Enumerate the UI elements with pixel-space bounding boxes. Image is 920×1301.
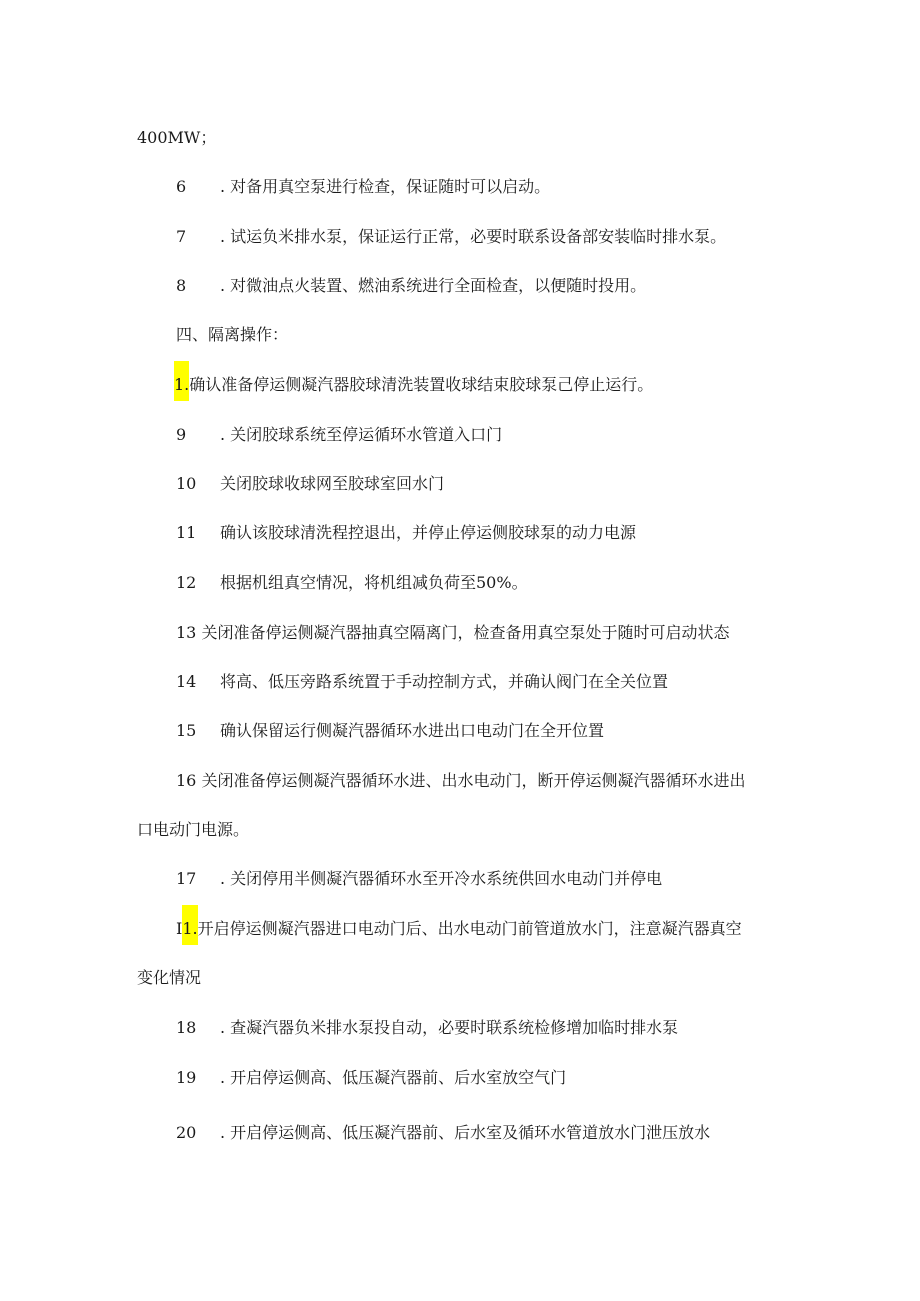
step-16 — [176, 769, 745, 793]
step-13 — [176, 621, 729, 645]
section-heading-isolation: 四、隔离操作： — [176, 325, 289, 344]
step-number: 10 — [176, 474, 197, 493]
step-number: 7 — [176, 227, 187, 246]
step-text: . 试运负米排水泵，保证运行正常，必要时联系设备部安装临时排水泵。 — [220, 227, 727, 246]
step-number: 11 — [176, 523, 197, 542]
step-text: . 开启停运侧高、低压凝汽器前、后水室放空气门 — [220, 1068, 567, 1087]
step-14 — [176, 670, 668, 694]
step-number: 14 — [176, 672, 197, 691]
step-text: . 关闭胶球系统至停运循环水管道入口门 — [220, 425, 503, 444]
step-text: 关闭准备停运侧凝汽器抽真空隔离门，检查备用真空泵处于随时可启动状态 — [201, 623, 730, 642]
text-line-capacity: 400MW； — [137, 128, 217, 147]
highlighted-step-number: 1. — [182, 905, 197, 945]
step-20 — [176, 1121, 710, 1145]
step-number: 6 — [176, 177, 187, 196]
step-text: 根据机组真空情况，将机组减负荷至50%。 — [220, 573, 528, 592]
step-10 — [176, 472, 444, 496]
step-number: 15 — [176, 721, 197, 740]
step-number: 12 — [176, 573, 197, 592]
step-text: 确认保留运行侧凝汽器循环水进出口电动门在全开位置 — [220, 721, 605, 740]
step-number: 13 — [176, 623, 197, 642]
step-text: . 开启停运侧高、低压凝汽器前、后水室及循环水管道放水门泄压放水 — [220, 1123, 711, 1142]
step-text: 将高、低压旁路系统置于手动控制方式，并确认阀门在全关位置 — [220, 672, 669, 691]
step-number: 16 — [176, 771, 197, 790]
step-text: 开启停运侧凝汽器进口电动门后、出水电动门前管道放水门，注意凝汽器真空 — [197, 919, 742, 938]
step-number-prefix: I — [176, 919, 183, 938]
step-8 — [176, 274, 646, 298]
step-number: 17 — [176, 869, 197, 888]
step-I1-continued: 变化情况 — [137, 968, 202, 987]
step-18 — [176, 1016, 678, 1040]
step-text: 确认准备停运侧凝汽器胶球清洗装置收球结束胶球泵己停止运行。 — [189, 375, 654, 394]
step-text: 确认该胶球清洗程控退出，并停止停运侧胶球泵的动力电源 — [220, 523, 637, 542]
step-text: 关闭胶球收球网至胶球室回水门 — [220, 474, 445, 493]
step-text: . 关闭停用半侧凝汽器循环水至开冷水系统供回水电动门并停电 — [220, 869, 663, 888]
step-number: 20 — [176, 1123, 197, 1142]
step-number: 9 — [176, 425, 187, 444]
step-I1 — [176, 917, 742, 945]
step-6 — [176, 175, 550, 199]
step-1 — [174, 373, 653, 401]
step-16-continued: 口电动门电源。 — [137, 820, 250, 839]
step-number: 19 — [176, 1068, 197, 1087]
step-text: 关闭准备停运侧凝汽器循环水进、出水电动门，断开停运侧凝汽器循环水进出 — [201, 771, 746, 790]
step-text: . 对微油点火装置、燃油系统进行全面检查，以便随时投用。 — [220, 276, 647, 295]
step-19 — [176, 1066, 566, 1090]
step-text: . 查凝汽器负米排水泵投自动，必要时联系统检修增加临时排水泵 — [220, 1018, 679, 1037]
step-9 — [176, 423, 502, 447]
step-number: 8 — [176, 276, 187, 295]
highlighted-step-number: 1. — [174, 361, 189, 401]
step-text: . 对备用真空泵进行检查，保证随时可以启动。 — [220, 177, 551, 196]
step-11 — [176, 521, 636, 545]
step-15 — [176, 719, 604, 743]
step-17 — [176, 867, 662, 891]
step-number: 18 — [176, 1018, 197, 1037]
step-12 — [176, 571, 528, 595]
step-7 — [176, 225, 726, 249]
